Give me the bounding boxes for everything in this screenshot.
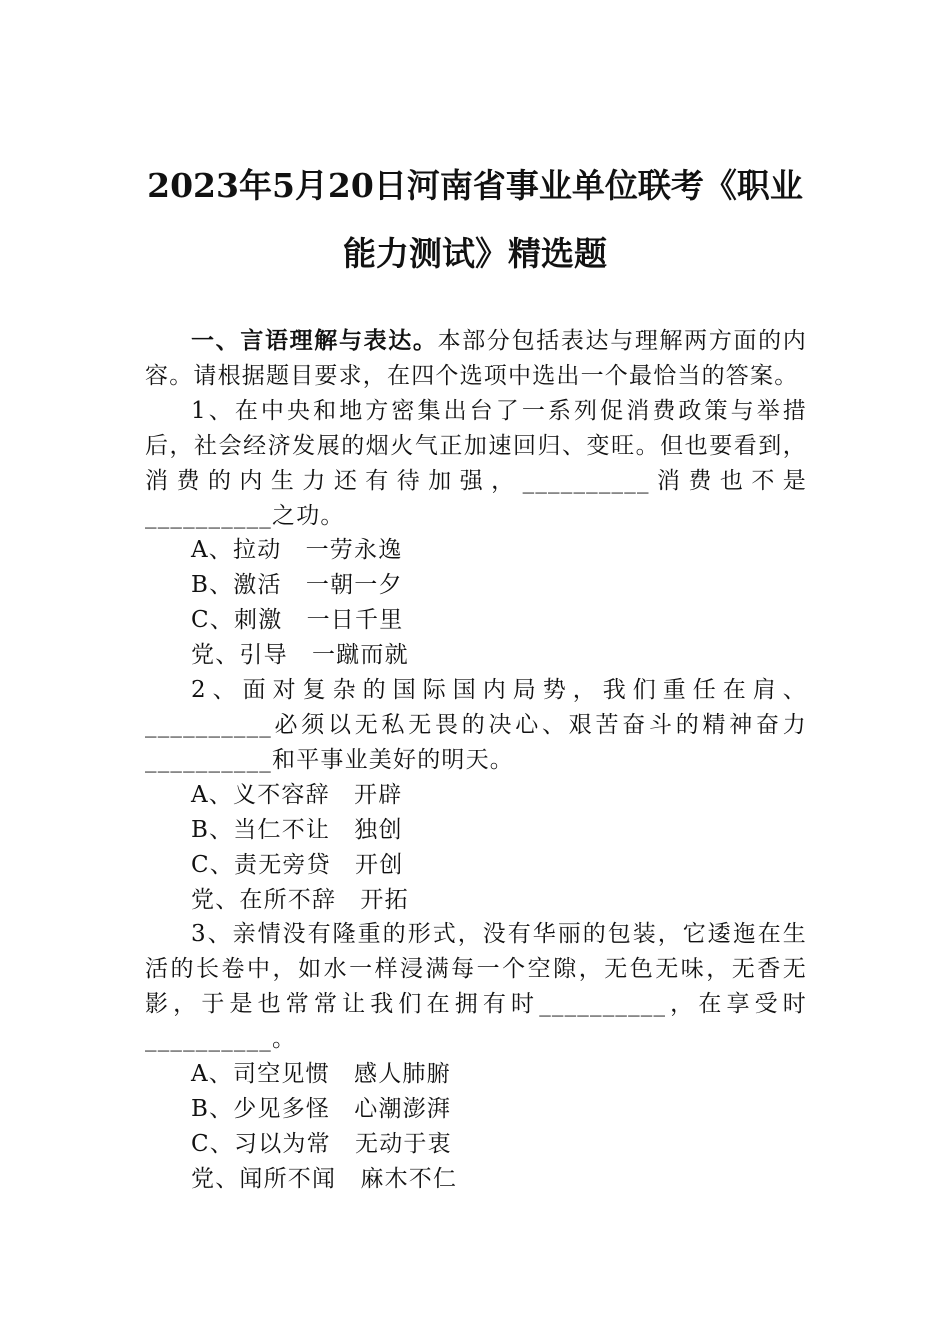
option-b: B、少见多怪 心潮澎湃 [191,1095,452,1122]
option-b: B、激活 一朝一夕 [191,572,403,599]
option-a: A、拉动 一劳永逸 [191,537,403,564]
question-2 [145,673,807,917]
option-c: C、刺激 一日千里 [191,607,404,634]
document-body [145,324,807,1197]
option-a: A、义不容辞 开辟 [191,781,403,808]
question-stem: 2、面对复杂的国际国内局势，我们重任在肩、__________必须以无私无畏的决心、艰苦奋斗的精神奋力__________和平事业美好的明天。 [145,677,807,773]
option-c: C、习以为常 无动于衷 [191,1130,452,1157]
option-a: A、司空见惯 感人肺腑 [191,1061,451,1088]
option-d: 党、引导 一蹴而就 [191,642,409,669]
option-d: 党、闻所不闻 麻木不仁 [191,1165,458,1192]
section-heading: 一、言语理解与表达。 [191,328,438,354]
question-stem: 1、在中央和地方密集出台了一系列促消费政策与举措后，社会经济发展的烟火气正加速回归、变旺。但也要看到，消费的内生力还有待加强，__________消费也不是__________之功。 [145,397,807,529]
question-1 [145,394,807,673]
document-title: 2023年5月20日河南省事业单位联考《职业能力测试》精选题 [147,166,803,273]
option-d: 党、在所不辞 开拓 [191,886,409,913]
question-stem: 3、亲情没有隆重的形式，没有华丽的包装，它逶迤在生活的长卷中，如水一样浸满每一个空隙，无色无味，无香无影，于是也常常让我们在拥有时__________，在享受时__________。 [145,921,807,1053]
option-c: C、责无旁贷 开创 [191,851,404,878]
question-3 [145,917,807,1196]
section-intro-text: 本部分包括表达与理解两方面的内容。请根据题目要求，在四个选项中选出一个最恰当的答案。 [145,328,808,389]
section-intro [145,324,807,394]
option-b: B、当仁不让 独创 [191,816,403,843]
